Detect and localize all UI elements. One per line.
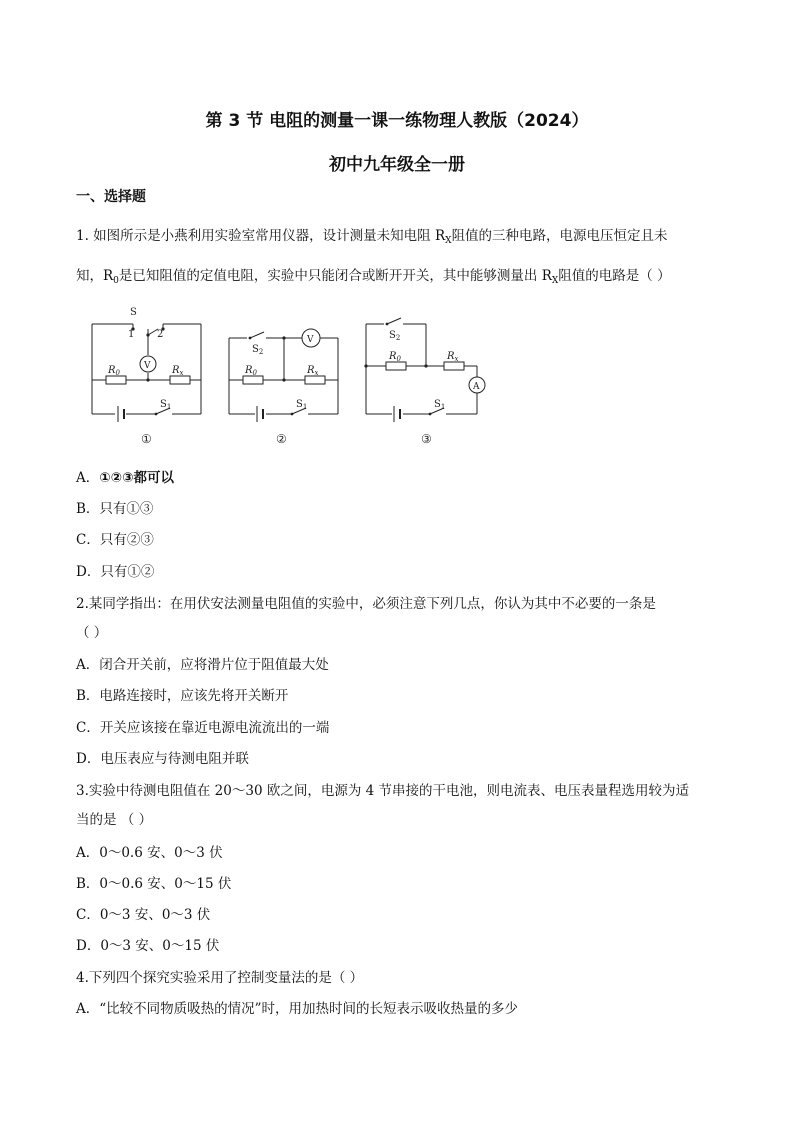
label-s2: $S_2$: [389, 330, 401, 342]
q4-option-a: [76, 997, 518, 1017]
option-text: 0～3 安、0～15 伏: [100, 938, 220, 954]
label-s1: $S_1$: [160, 399, 172, 411]
circuit-1-label: ①: [141, 432, 152, 446]
q1-option-c: [76, 528, 154, 548]
label-s1: $S_1$: [434, 399, 446, 411]
option-label: B．: [76, 501, 100, 517]
option-label: D．: [76, 564, 101, 580]
label-r0: $R_0$: [389, 351, 401, 363]
q2-option-b: [76, 684, 288, 704]
option-label: D．: [76, 751, 101, 767]
question-2-text-line2: （ ）: [76, 625, 108, 641]
question-1-text-line2: [76, 264, 671, 286]
resistor-r0: [386, 362, 406, 370]
label-rx: $R_x$: [447, 351, 459, 363]
option-label: C．: [76, 720, 100, 736]
option-label: B．: [76, 876, 100, 892]
voltmeter-label: V: [144, 361, 151, 371]
q1-option-b: [76, 497, 153, 517]
q2-option-a: [76, 653, 329, 673]
resistor-rx: [444, 362, 464, 370]
label-s: S: [130, 307, 137, 318]
question-4-text-line1: 4.下列四个探究实验采用了控制变量法的是（ ）: [76, 970, 364, 986]
ammeter-label: A: [473, 382, 480, 392]
label-rx: $R_x$: [307, 365, 319, 377]
resistor-rx: [305, 376, 325, 384]
page-subtitle: 初中九年级全一册: [329, 155, 465, 175]
option-text: 电压表应与待测电阻并联: [100, 751, 249, 767]
label-s1: $S_1$: [296, 399, 308, 411]
q2-option-c: [76, 716, 329, 736]
q1-subscript-0: 0: [113, 276, 119, 286]
voltmeter-label: V: [307, 335, 314, 345]
option-text: 开关应该接在靠近电源电流流出的一端: [99, 720, 330, 736]
option-text: ①②③都可以: [99, 470, 175, 486]
label-rx: $R_x$: [172, 365, 184, 377]
q1-text-part: 阻值的三种电路，电源电压恒定且未: [451, 228, 668, 244]
q1-subscript-x: X: [551, 276, 559, 286]
q1-subscript-x: X: [445, 236, 452, 246]
section-heading: 一、选择题: [76, 189, 146, 205]
option-text: 电路连接时，应该先将开关断开: [99, 688, 289, 704]
question-3-text-line2: 当的是 （ ）: [76, 812, 153, 828]
q2-option-d: [76, 747, 249, 767]
q1-option-d: [76, 560, 154, 580]
page-title: 第 3 节 电阻的测量一课一练物理人教版（2024）: [205, 111, 589, 131]
resistor-rx: [170, 376, 190, 384]
option-label: A．: [76, 470, 100, 486]
switch-s2-lever: [250, 332, 264, 338]
q1-text-part: 是已知阻值的定值电阻，实验中只能闭合或断开开关，其中能够测量出 R: [118, 268, 552, 284]
q3-option-a: [76, 841, 223, 861]
option-text: 只有①③: [99, 501, 154, 517]
q1-option-a: [76, 466, 174, 486]
q1-text-part: 1. 如图所示是小燕利用实验室常用仪器，设计测量未知电阻 R: [76, 228, 446, 244]
question-3-text-line1: 3.实验中待测电阻值在 20～30 欧之间，电源为 4 节串接的干电池，则电流表、电压表量程选用较为适: [76, 783, 689, 799]
option-text: 只有①②: [100, 564, 155, 580]
option-label: A．: [76, 1001, 100, 1017]
option-text: 闭合开关前，应将滑片位于阻值最大处: [99, 657, 329, 673]
option-label: C．: [76, 907, 100, 923]
resistor-r0: [106, 376, 126, 384]
option-label: A．: [76, 845, 100, 861]
option-text: 0～0.6 安、0～3 伏: [99, 845, 223, 861]
question-2-text-line1: 2.某同学指出：在用伏安法测量电阻值的实验中，必须注意下列几点，你认为其中不必要的一条是: [76, 596, 656, 612]
circuit-3-label: ③: [421, 432, 432, 446]
option-label: C．: [76, 532, 100, 548]
switch-s2-lever: [387, 318, 401, 324]
label-r0: $R_0$: [108, 365, 120, 377]
q1-text-part: 知，R: [76, 268, 114, 284]
circuit-diagrams: [0, 302, 794, 452]
q1-text-part: 阻值的电路是（ ）: [558, 268, 671, 284]
option-text: 0～0.6 安、0～15 伏: [99, 876, 232, 892]
option-label: B．: [76, 688, 100, 704]
circuit-3-wires: [366, 324, 477, 414]
label-2: 2: [157, 329, 164, 340]
option-label: D．: [76, 938, 101, 954]
q3-option-c: [76, 903, 210, 923]
resistor-r0: [243, 376, 263, 384]
q3-option-b: [76, 872, 231, 892]
label-1: 1: [128, 329, 135, 340]
option-text: 只有②③: [99, 532, 154, 548]
label-s2: $S_2$: [252, 344, 264, 356]
q3-option-d: [76, 934, 219, 954]
circuit-2-label: ②: [276, 432, 287, 446]
question-1-text-line1: [76, 224, 668, 246]
option-label: A．: [76, 657, 100, 673]
option-text: “比较不同物质吸热的情况”时，用加热时间的长短表示吸收热量的多少: [99, 1001, 519, 1017]
option-text: 0～3 安、0～3 伏: [99, 907, 211, 923]
label-r0: $R_0$: [245, 365, 257, 377]
